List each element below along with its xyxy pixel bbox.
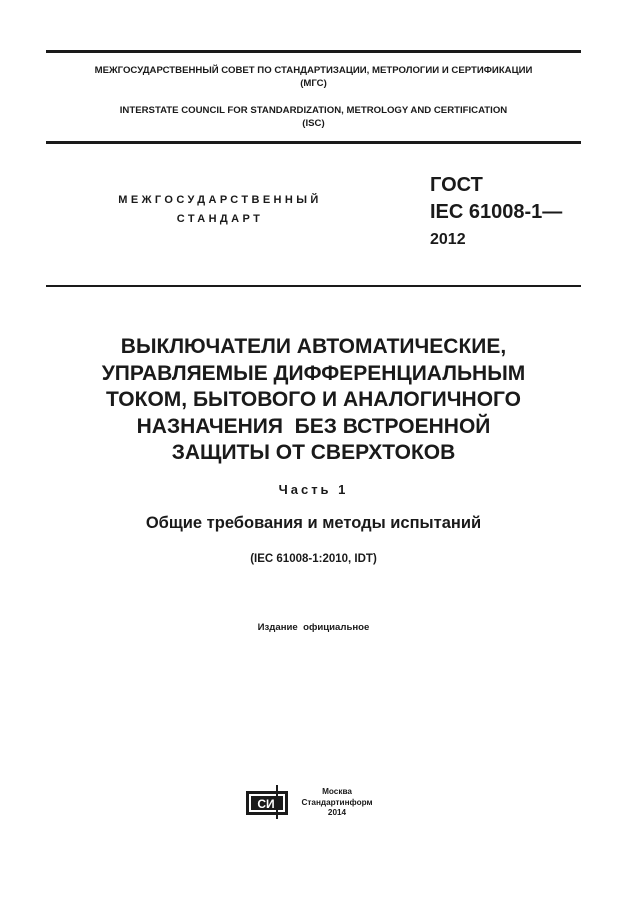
standard-code-line3: 2012: [430, 231, 466, 248]
part-number: Часть 1: [278, 482, 349, 497]
title-line: ТОКОМ, БЫТОВОГО И АНАЛОГИЧНОГО: [106, 388, 521, 411]
publisher-logo-icon: [246, 785, 288, 819]
council-en-abbr: (ISC): [302, 118, 325, 129]
standard-code-line1: ГОСТ: [430, 174, 483, 196]
title-line: ВЫКЛЮЧАТЕЛИ АВТОМАТИЧЕСКИЕ,: [120, 335, 507, 358]
title-line: ЗАЩИТЫ ОТ СВЕРХТОКОВ: [171, 441, 456, 464]
publisher-year: 2014: [327, 808, 347, 817]
standard-type-line1: МЕЖГОСУДАРСТВЕННЫЙ: [118, 194, 322, 206]
council-ru-name: МЕЖГОСУДАРСТВЕННЫЙ СОВЕТ ПО СТАНДАРТИЗАЦИИ, МЕТРОЛОГИИ И СЕРТИФИКАЦИИ: [94, 65, 533, 76]
svg-text:СИ: СИ: [257, 797, 275, 811]
council-en: [46, 104, 581, 130]
document-title: [46, 334, 581, 467]
edition-label: Издание официальное: [257, 622, 370, 633]
title-line: УПРАВЛЯЕМЫЕ ДИФФЕРЕНЦИАЛЬНЫМ: [101, 361, 526, 385]
iec-reference: (IEC 61008-1:2010, IDT): [250, 553, 377, 565]
standard-type: [60, 191, 380, 229]
publisher-city: Москва: [322, 787, 352, 796]
top-rule: [46, 50, 581, 53]
header-bottom-rule: [46, 141, 581, 144]
publisher-name: Стандартинформ: [301, 797, 373, 807]
document-subtitle: Общие требования и методы испытаний: [145, 514, 482, 532]
standard-type-line2: СТАНДАРТ: [176, 213, 264, 225]
standard-code: [430, 172, 562, 253]
publisher-block: [287, 787, 387, 819]
council-en-name: INTERSTATE COUNCIL FOR STANDARDIZATION, METROLOGY AND CERTIFICATION: [119, 105, 508, 116]
standard-bottom-rule: [46, 285, 581, 287]
title-line: НАЗНАЧЕНИЯ БЕЗ ВСТРОЕННОЙ: [136, 414, 491, 438]
council-ru-abbr: (МГС): [300, 78, 327, 89]
council-ru: [46, 64, 581, 90]
standard-code-line2: IEC 61008-1—: [430, 201, 563, 223]
